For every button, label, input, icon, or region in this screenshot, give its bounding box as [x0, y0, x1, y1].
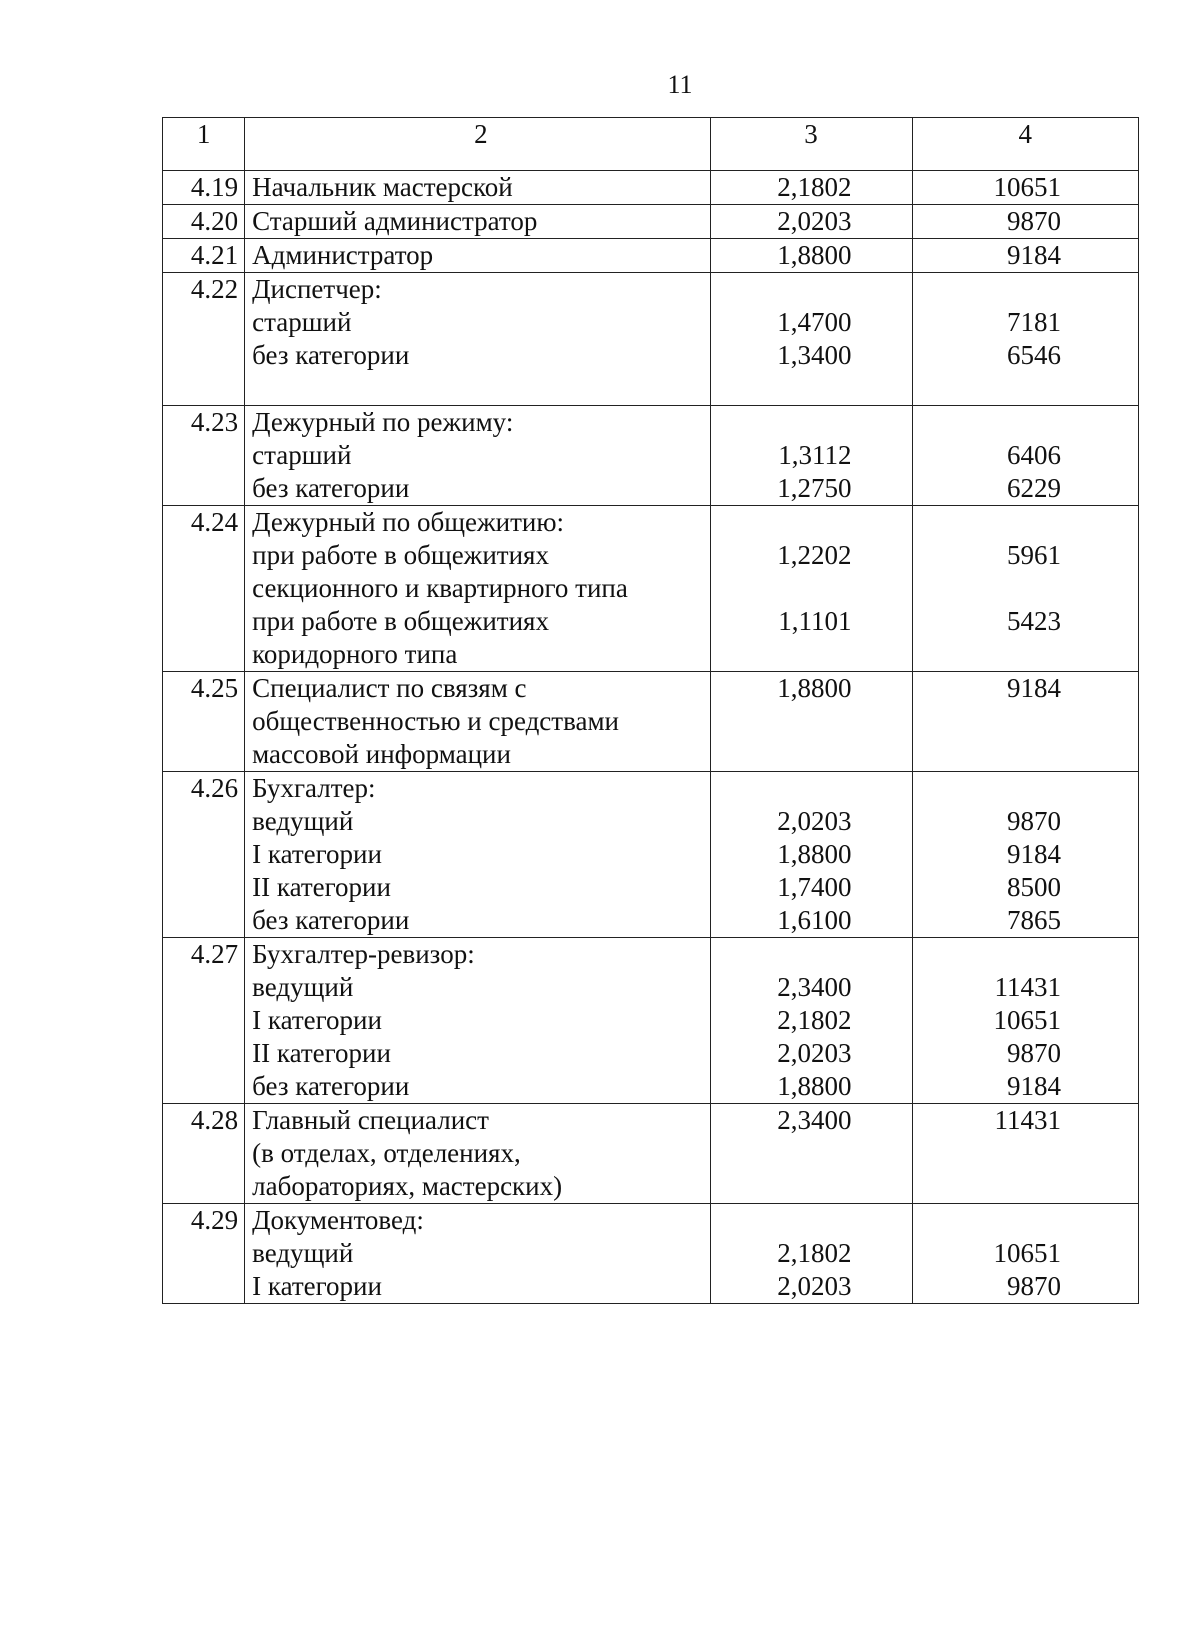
position-line [252, 372, 709, 405]
coefficient-cell [710, 273, 912, 406]
position-line: секционного и квартирного типа [252, 573, 628, 603]
coefficient-value: 1,2750 [777, 473, 852, 503]
coefficient-value: 2,0203 [777, 1038, 852, 1068]
salary-value: 7865 [1007, 905, 1061, 935]
position-line: при работе в общежитиях [252, 606, 549, 636]
position-title-cell [245, 772, 710, 938]
position-line: Бухгалтер-ревизор: [252, 939, 475, 969]
coefficient-value [711, 738, 912, 771]
position-line: массовой информации [252, 739, 511, 769]
position-title-cell [245, 239, 710, 273]
position-line: старший [252, 440, 352, 470]
salary-value: 9184 [1007, 240, 1061, 270]
position-line: Главный специалист [252, 1105, 489, 1135]
position-line: (в отделах, отделениях, [252, 1138, 521, 1168]
header-col-3: 3 [710, 118, 912, 171]
salary-value [913, 738, 1139, 771]
salary-value [913, 938, 1139, 971]
coefficient-value: 1,8800 [777, 1071, 852, 1101]
position-line: старший [252, 307, 352, 337]
coefficient-cell [710, 772, 912, 938]
coefficient-value: 2,3400 [777, 1105, 852, 1135]
coefficient-cell [710, 406, 912, 506]
position-line: без категории [252, 340, 410, 370]
salary-value: 7181 [1007, 307, 1061, 337]
page-number: 11 [667, 70, 693, 99]
salary-value [913, 572, 1139, 605]
coefficient-value [711, 572, 912, 605]
coefficient-value: 1,3112 [778, 440, 852, 470]
salary-value: 9184 [1007, 1071, 1061, 1101]
row-number: 4.22 [163, 273, 245, 406]
coefficient-value: 2,0203 [777, 206, 852, 236]
table-row [163, 938, 1139, 1104]
coefficient-cell [710, 506, 912, 672]
coefficient-value [711, 938, 912, 971]
coefficient-value: 1,6100 [777, 905, 852, 935]
salary-value: 9870 [1007, 806, 1061, 836]
table-row [163, 171, 1139, 205]
row-number: 4.20 [163, 205, 245, 239]
position-title-cell [245, 506, 710, 672]
coefficient-value [711, 638, 912, 671]
salary-value [913, 638, 1139, 671]
position-title-cell [245, 672, 710, 772]
coefficient-value [711, 1170, 912, 1203]
table-row [163, 506, 1139, 672]
coefficient-value: 1,8800 [777, 673, 852, 703]
salary-value [913, 1170, 1139, 1203]
coefficient-cell [710, 1204, 912, 1304]
position-line: ведущий [252, 1238, 354, 1268]
salary-value: 9870 [1007, 1271, 1061, 1301]
coefficient-value: 1,7400 [777, 872, 852, 902]
salary-cell [912, 938, 1139, 1104]
salary-value: 6546 [1007, 340, 1061, 370]
salary-cell [912, 506, 1139, 672]
position-title-cell [245, 171, 710, 205]
table-row [163, 1104, 1139, 1204]
position-line: при работе в общежитиях [252, 540, 549, 570]
salary-cell [912, 273, 1139, 406]
salary-cell [912, 171, 1139, 205]
salary-cell [912, 1104, 1139, 1204]
coefficient-value [711, 1137, 912, 1170]
salary-value [913, 506, 1139, 539]
salary-value [913, 406, 1139, 439]
table-row [163, 406, 1139, 506]
row-number: 4.25 [163, 672, 245, 772]
position-line: I категории [252, 839, 382, 869]
coefficient-value: 1,1101 [778, 606, 852, 636]
table-row [163, 273, 1139, 406]
coefficient-value: 2,0203 [777, 806, 852, 836]
coefficient-value [711, 772, 912, 805]
salary-value [913, 1204, 1139, 1237]
coefficient-value: 2,3400 [777, 972, 852, 1002]
salary-cell [912, 239, 1139, 273]
coefficient-value: 1,4700 [777, 307, 852, 337]
salary-cell [912, 1204, 1139, 1304]
table-row [163, 1204, 1139, 1304]
salary-value: 5423 [1007, 606, 1061, 636]
position-line: I категории [252, 1271, 382, 1301]
salary-value: 9184 [1007, 839, 1061, 869]
coefficient-value: 2,1802 [777, 1238, 852, 1268]
salary-table [162, 117, 1139, 1304]
coefficient-cell [710, 239, 912, 273]
coefficient-cell [710, 1104, 912, 1204]
table-row [163, 772, 1139, 938]
position-line: без категории [252, 1071, 410, 1101]
table-header-row [163, 118, 1139, 171]
salary-value: 10651 [993, 172, 1061, 202]
position-line: Начальник мастерской [252, 172, 513, 202]
coefficient-value: 1,8800 [777, 839, 852, 869]
salary-value: 9870 [1007, 206, 1061, 236]
coefficient-value [711, 1204, 912, 1237]
salary-cell [912, 772, 1139, 938]
row-number: 4.29 [163, 1204, 245, 1304]
position-title-cell [245, 1204, 710, 1304]
position-title-cell [245, 406, 710, 506]
coefficient-cell [710, 205, 912, 239]
coefficient-value: 1,2202 [777, 540, 852, 570]
coefficient-value: 2,0203 [777, 1271, 852, 1301]
row-number: 4.28 [163, 1104, 245, 1204]
position-line: без категории [252, 473, 410, 503]
position-line: лабораториях, мастерских) [252, 1171, 563, 1201]
position-line: I категории [252, 1005, 382, 1035]
salary-value [913, 372, 1139, 405]
position-title-cell [245, 938, 710, 1104]
position-line: ведущий [252, 972, 354, 1002]
coefficient-value: 2,1802 [777, 172, 852, 202]
salary-value: 9870 [1007, 1038, 1061, 1068]
position-title-cell [245, 205, 710, 239]
row-number: 4.24 [163, 506, 245, 672]
salary-value: 10651 [993, 1238, 1061, 1268]
position-line: коридорного типа [252, 639, 458, 669]
salary-value [913, 273, 1139, 306]
coefficient-cell [710, 938, 912, 1104]
position-line: Бухгалтер: [252, 773, 376, 803]
row-number: 4.27 [163, 938, 245, 1104]
salary-value: 5961 [1007, 540, 1061, 570]
header-col-2: 2 [245, 118, 710, 171]
row-number: 4.26 [163, 772, 245, 938]
coefficient-value [711, 273, 912, 306]
salary-value: 6229 [1007, 473, 1061, 503]
position-title-cell [245, 273, 710, 406]
salary-cell [912, 672, 1139, 772]
salary-value [913, 1137, 1139, 1170]
coefficient-value [711, 372, 912, 405]
position-line: ведущий [252, 806, 354, 836]
coefficient-value: 1,3400 [777, 340, 852, 370]
position-line: II категории [252, 872, 391, 902]
coefficient-value [711, 705, 912, 738]
table-row [163, 205, 1139, 239]
salary-value: 8500 [1007, 872, 1061, 902]
row-number: 4.21 [163, 239, 245, 273]
salary-value: 9184 [1007, 673, 1061, 703]
coefficient-cell [710, 672, 912, 772]
coefficient-cell [710, 171, 912, 205]
position-line: II категории [252, 1038, 391, 1068]
salary-value: 10651 [993, 1005, 1061, 1035]
salary-value: 11431 [994, 1105, 1061, 1135]
position-line: Диспетчер: [252, 274, 382, 304]
coefficient-value [711, 406, 912, 439]
position-line: Специалист по связям с [252, 673, 527, 703]
header-col-1: 1 [163, 118, 245, 171]
coefficient-value: 2,1802 [777, 1005, 852, 1035]
salary-cell [912, 205, 1139, 239]
position-line: Дежурный по режиму: [252, 407, 514, 437]
salary-value [913, 705, 1139, 738]
table-row [163, 672, 1139, 772]
salary-value: 6406 [1007, 440, 1061, 470]
coefficient-value [711, 506, 912, 539]
position-line: Документовед: [252, 1205, 424, 1235]
position-line: Дежурный по общежитию: [252, 507, 565, 537]
row-number: 4.19 [163, 171, 245, 205]
row-number: 4.23 [163, 406, 245, 506]
salary-value [913, 772, 1139, 805]
position-line: Администратор [252, 240, 434, 270]
position-line: общественностью и средствами [252, 706, 619, 736]
table-row [163, 239, 1139, 273]
position-title-cell [245, 1104, 710, 1204]
position-line: без категории [252, 905, 410, 935]
salary-value: 11431 [994, 972, 1061, 1002]
coefficient-value: 1,8800 [777, 240, 852, 270]
position-line: Старший администратор [252, 206, 538, 236]
header-col-4: 4 [912, 118, 1139, 171]
salary-cell [912, 406, 1139, 506]
